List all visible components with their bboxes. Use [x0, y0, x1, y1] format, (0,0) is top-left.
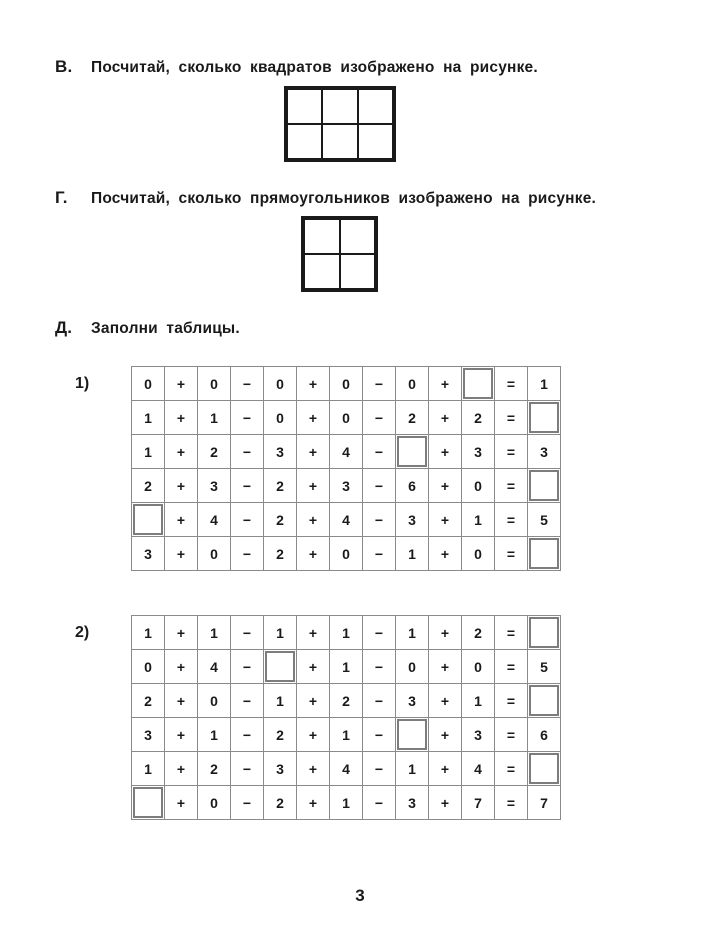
- table-cell: 0: [264, 367, 297, 401]
- table-cell: 2: [132, 469, 165, 503]
- answer-box[interactable]: [132, 786, 165, 820]
- task-v-letter: В.: [55, 57, 73, 76]
- table-cell: 1: [330, 786, 363, 820]
- table-cell: 0: [462, 650, 495, 684]
- table-cell: 2: [198, 752, 231, 786]
- table-cell: +: [297, 367, 330, 401]
- table-cell: 3: [330, 469, 363, 503]
- figure-cell: [287, 89, 322, 124]
- table-cell: 3: [396, 503, 429, 537]
- table-cell: −: [363, 786, 396, 820]
- table-cell: −: [231, 684, 264, 718]
- table-cell: −: [363, 435, 396, 469]
- table-cell: 0: [198, 367, 231, 401]
- table-row: [132, 401, 561, 435]
- table-cell: 1: [396, 616, 429, 650]
- table-cell: 2: [264, 537, 297, 571]
- table-cell: −: [231, 786, 264, 820]
- table-cell: =: [495, 718, 528, 752]
- table-cell: 0: [462, 537, 495, 571]
- table-cell: +: [429, 401, 462, 435]
- answer-box[interactable]: [528, 684, 561, 718]
- answer-box[interactable]: [264, 650, 297, 684]
- table-cell: 2: [132, 684, 165, 718]
- table-cell: +: [165, 684, 198, 718]
- rectangles-figure: [301, 216, 378, 292]
- table-cell: =: [495, 435, 528, 469]
- table-cell: +: [297, 616, 330, 650]
- table-cell: 4: [330, 752, 363, 786]
- table-cell: =: [495, 684, 528, 718]
- figure-cell: [358, 124, 393, 159]
- task-g-letter: Г.: [55, 188, 68, 207]
- table-cell: −: [231, 616, 264, 650]
- table-cell: 6: [396, 469, 429, 503]
- table-cell: 7: [462, 786, 495, 820]
- page-number: 3: [355, 886, 365, 905]
- table-cell: +: [429, 684, 462, 718]
- figure-cell: [340, 254, 376, 289]
- table-cell: 2: [264, 503, 297, 537]
- table-cell: +: [297, 469, 330, 503]
- table-cell: 1: [396, 752, 429, 786]
- table-cell: 2: [264, 786, 297, 820]
- table-cell: 6: [528, 718, 561, 752]
- table-row: [132, 718, 561, 752]
- table-cell: 3: [396, 786, 429, 820]
- table-cell: 5: [528, 650, 561, 684]
- table-cell: +: [429, 786, 462, 820]
- table-cell: +: [165, 786, 198, 820]
- table-cell: 3: [264, 435, 297, 469]
- table-cell: 4: [198, 650, 231, 684]
- table-row: [132, 616, 561, 650]
- table-cell: +: [165, 650, 198, 684]
- table-row: [132, 786, 561, 820]
- table-cell: +: [165, 718, 198, 752]
- table-cell: +: [429, 469, 462, 503]
- table-cell: 1: [396, 537, 429, 571]
- table-cell: +: [165, 435, 198, 469]
- table-cell: +: [429, 752, 462, 786]
- table-cell: 4: [198, 503, 231, 537]
- table-cell: 7: [528, 786, 561, 820]
- table-cell: 0: [330, 401, 363, 435]
- table-row: [132, 367, 561, 401]
- table-cell: 3: [264, 752, 297, 786]
- figure-cell: [340, 219, 376, 254]
- table-cell: 1: [330, 616, 363, 650]
- table-cell: =: [495, 537, 528, 571]
- table-cell: +: [165, 537, 198, 571]
- table-cell: −: [363, 650, 396, 684]
- table-cell: 1: [528, 367, 561, 401]
- table-cell: 3: [462, 718, 495, 752]
- table-cell: 2: [462, 616, 495, 650]
- table-cell: =: [495, 401, 528, 435]
- table-row: [132, 435, 561, 469]
- table-cell: −: [231, 537, 264, 571]
- table-cell: 5: [528, 503, 561, 537]
- squares-figure: [284, 86, 396, 162]
- table-cell: −: [363, 367, 396, 401]
- table-cell: =: [495, 367, 528, 401]
- table-cell: 1: [198, 616, 231, 650]
- table-cell: −: [363, 752, 396, 786]
- table-cell: 1: [264, 684, 297, 718]
- table-cell: +: [165, 752, 198, 786]
- table-cell: +: [297, 718, 330, 752]
- table-cell: +: [429, 537, 462, 571]
- table-row: [132, 684, 561, 718]
- table-cell: +: [429, 718, 462, 752]
- table-cell: −: [363, 469, 396, 503]
- answer-box[interactable]: [132, 503, 165, 537]
- table-cell: +: [297, 684, 330, 718]
- equation-table-1: [131, 366, 561, 571]
- table-cell: −: [363, 616, 396, 650]
- table-row: [132, 503, 561, 537]
- table-cell: 1: [330, 718, 363, 752]
- table-cell: −: [363, 684, 396, 718]
- table-row: [132, 752, 561, 786]
- table-cell: 0: [396, 367, 429, 401]
- task-g: [55, 188, 596, 208]
- table-cell: 1: [264, 616, 297, 650]
- table-cell: −: [231, 435, 264, 469]
- table-cell: +: [165, 503, 198, 537]
- table-cell: 2: [462, 401, 495, 435]
- table-cell: −: [363, 537, 396, 571]
- table-cell: 3: [132, 718, 165, 752]
- equation-table-2: [131, 615, 561, 820]
- answer-box[interactable]: [396, 435, 429, 469]
- table-cell: =: [495, 752, 528, 786]
- table-cell: −: [363, 503, 396, 537]
- table-cell: 0: [198, 786, 231, 820]
- table-cell: +: [165, 401, 198, 435]
- table-cell: +: [429, 367, 462, 401]
- table-cell: −: [231, 469, 264, 503]
- table-cell: +: [297, 786, 330, 820]
- figure-cell: [322, 89, 357, 124]
- answer-box[interactable]: [528, 752, 561, 786]
- table-cell: =: [495, 469, 528, 503]
- table-cell: 0: [462, 469, 495, 503]
- figure-cell: [304, 219, 340, 254]
- table-cell: 0: [330, 367, 363, 401]
- task-d-text: Заполни таблицы.: [91, 320, 240, 337]
- table-cell: =: [495, 503, 528, 537]
- table-cell: 0: [198, 684, 231, 718]
- table-cell: 1: [132, 752, 165, 786]
- table-row: [132, 537, 561, 571]
- answer-box[interactable]: [462, 367, 495, 401]
- table-cell: 2: [264, 469, 297, 503]
- table-cell: =: [495, 650, 528, 684]
- table-cell: −: [231, 718, 264, 752]
- table-cell: −: [231, 650, 264, 684]
- table-cell: 2: [396, 401, 429, 435]
- table-cell: −: [363, 718, 396, 752]
- table-cell: 4: [330, 503, 363, 537]
- table-cell: +: [165, 469, 198, 503]
- table-cell: 2: [330, 684, 363, 718]
- table-cell: 4: [330, 435, 363, 469]
- table-cell: 3: [528, 435, 561, 469]
- table-cell: 0: [132, 367, 165, 401]
- table-cell: 2: [198, 435, 231, 469]
- answer-box[interactable]: [528, 401, 561, 435]
- table-cell: 1: [462, 684, 495, 718]
- table-cell: 3: [198, 469, 231, 503]
- table-cell: 2: [264, 718, 297, 752]
- answer-box[interactable]: [528, 469, 561, 503]
- table-cell: +: [297, 752, 330, 786]
- task-g-text: Посчитай, сколько прямоугольников изображено на рисунке.: [91, 190, 597, 207]
- table-cell: 1: [462, 503, 495, 537]
- table-cell: +: [297, 650, 330, 684]
- figure-cell: [304, 254, 340, 289]
- table-cell: −: [231, 401, 264, 435]
- table-cell: +: [429, 503, 462, 537]
- table-cell: 0: [198, 537, 231, 571]
- table-cell: =: [495, 616, 528, 650]
- table-cell: 3: [462, 435, 495, 469]
- table-row: [132, 469, 561, 503]
- table-cell: +: [429, 616, 462, 650]
- answer-box[interactable]: [396, 718, 429, 752]
- table-cell: 1: [132, 435, 165, 469]
- table-cell: −: [363, 401, 396, 435]
- table-row: [132, 650, 561, 684]
- table-cell: 3: [396, 684, 429, 718]
- table-cell: −: [231, 752, 264, 786]
- table-cell: 1: [330, 650, 363, 684]
- figure-cell: [322, 124, 357, 159]
- table-cell: 1: [132, 401, 165, 435]
- table-cell: +: [297, 401, 330, 435]
- table-cell: +: [165, 367, 198, 401]
- table-cell: 0: [264, 401, 297, 435]
- table-cell: 1: [198, 718, 231, 752]
- task-d: [55, 318, 240, 338]
- table-cell: −: [231, 367, 264, 401]
- table-cell: +: [297, 435, 330, 469]
- answer-box[interactable]: [528, 537, 561, 571]
- task-v: [55, 57, 538, 77]
- table-cell: 0: [330, 537, 363, 571]
- task-d-letter: Д.: [55, 318, 73, 337]
- table-cell: +: [429, 435, 462, 469]
- table1-label: 1): [75, 375, 90, 392]
- answer-box[interactable]: [528, 616, 561, 650]
- table-cell: 0: [396, 650, 429, 684]
- table-cell: 1: [198, 401, 231, 435]
- table-cell: 0: [132, 650, 165, 684]
- table-cell: 3: [132, 537, 165, 571]
- table-cell: +: [429, 650, 462, 684]
- figure-cell: [358, 89, 393, 124]
- table-cell: 1: [132, 616, 165, 650]
- figure-cell: [287, 124, 322, 159]
- task-v-text: Посчитай, сколько квадратов изображено на рисунке.: [91, 59, 538, 76]
- table-cell: +: [165, 616, 198, 650]
- table-cell: −: [231, 503, 264, 537]
- table2-label: 2): [75, 624, 90, 641]
- table-cell: +: [297, 503, 330, 537]
- table-cell: 4: [462, 752, 495, 786]
- table-cell: +: [297, 537, 330, 571]
- table-cell: =: [495, 786, 528, 820]
